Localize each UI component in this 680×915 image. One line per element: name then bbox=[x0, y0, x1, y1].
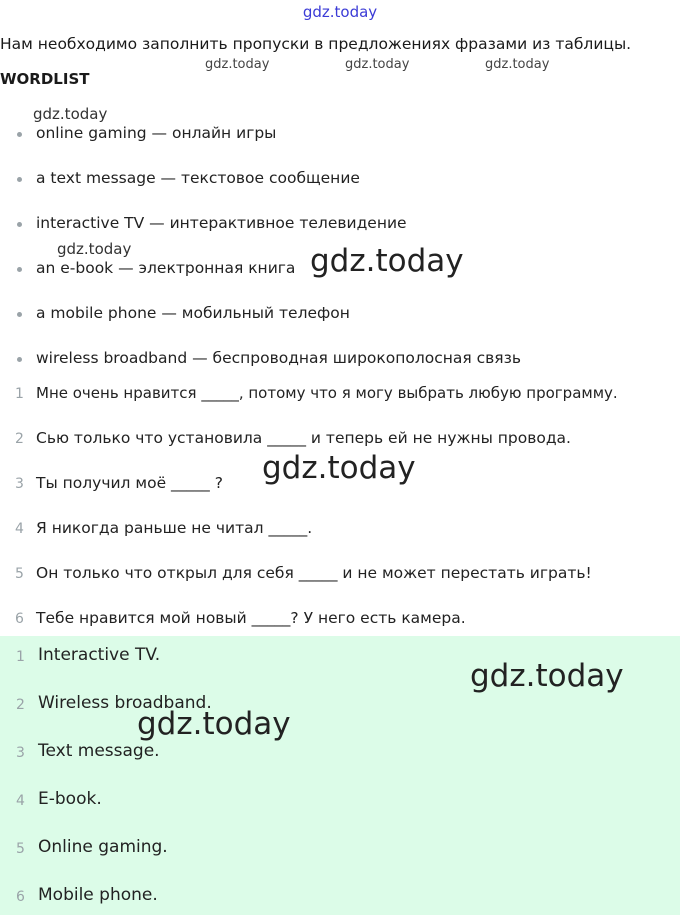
watermark: gdz.today bbox=[345, 57, 410, 72]
list-item: wireless broadband — беспроводная широкополосная связь bbox=[36, 349, 522, 367]
watermark: gdz.today bbox=[262, 450, 416, 486]
answer-number: 3 bbox=[16, 745, 25, 761]
question-text: Сью только что установила _____ и теперь ей не нужны провода. bbox=[36, 429, 571, 447]
watermark-top: gdz.today bbox=[302, 3, 378, 21]
bullet-icon bbox=[17, 267, 22, 272]
list-item: interactive TV — интерактивное телевидение bbox=[36, 214, 407, 232]
question-number: 5 bbox=[15, 566, 24, 582]
answer-text: Text message. bbox=[38, 741, 160, 761]
question-text: Он только что открыл для себя _____ и не может перестать играть! bbox=[36, 564, 592, 582]
question-number: 3 bbox=[15, 476, 24, 492]
wordlist-title: WORDLIST bbox=[0, 70, 90, 88]
bullet-icon bbox=[17, 222, 22, 227]
list-item: a mobile phone — мобильный телефон bbox=[36, 304, 350, 322]
answer-number: 5 bbox=[16, 841, 25, 857]
watermark: gdz.today bbox=[310, 243, 464, 279]
answer-text: Mobile phone. bbox=[38, 885, 158, 905]
watermark: gdz.today bbox=[485, 57, 550, 72]
question-text: Я никогда раньше не читал _____. bbox=[36, 519, 313, 537]
answer-text: Online gaming. bbox=[38, 837, 168, 857]
intro-text: Нам необходимо заполнить пропуски в предложениях фразами из таблицы. bbox=[0, 35, 632, 53]
bullet-icon bbox=[17, 177, 22, 182]
bullet-icon bbox=[17, 132, 22, 137]
watermark: gdz.today bbox=[33, 105, 108, 123]
watermark: gdz.today bbox=[470, 658, 624, 694]
question-text: Мне очень нравится _____, потому что я могу выбрать любую программу. bbox=[36, 384, 618, 402]
bullet-icon bbox=[17, 312, 22, 317]
list-item: an e-book — электронная книга bbox=[36, 259, 296, 277]
watermark: gdz.today bbox=[205, 57, 270, 72]
answer-text: Wireless broadband. bbox=[38, 693, 212, 713]
question-number: 6 bbox=[15, 611, 24, 627]
question-number: 4 bbox=[15, 521, 24, 537]
answer-number: 4 bbox=[16, 793, 25, 809]
watermark: gdz.today bbox=[57, 240, 132, 258]
question-text: Тебе нравится мой новый _____? У него есть камера. bbox=[36, 609, 466, 627]
answers-panel bbox=[0, 636, 680, 915]
question-text: Ты получил моё _____ ? bbox=[36, 474, 223, 492]
list-item: online gaming — онлайн игры bbox=[36, 124, 277, 142]
answer-text: E-book. bbox=[38, 789, 102, 809]
answer-number: 2 bbox=[16, 697, 25, 713]
question-number: 2 bbox=[15, 431, 24, 447]
bullet-icon bbox=[17, 357, 22, 362]
answer-number: 6 bbox=[16, 889, 25, 905]
answer-text: Interactive TV. bbox=[38, 645, 161, 665]
list-item: a text message — текстовое сообщение bbox=[36, 169, 360, 187]
watermark: gdz.today bbox=[137, 706, 291, 742]
question-number: 1 bbox=[15, 386, 24, 402]
answer-number: 1 bbox=[16, 649, 25, 665]
